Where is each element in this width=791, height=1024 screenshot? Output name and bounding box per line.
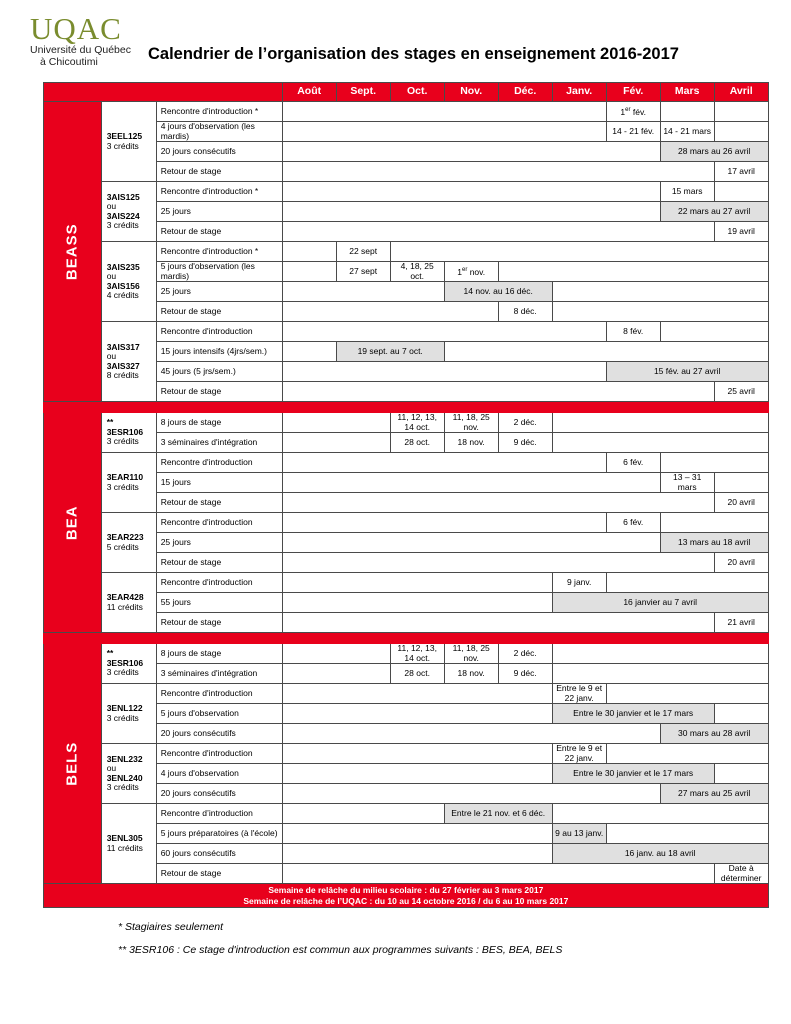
schedule-cell xyxy=(660,322,768,342)
course-or: ou xyxy=(106,763,117,773)
month-header-row xyxy=(44,83,769,102)
schedule-cell xyxy=(660,102,714,122)
page-title: Calendrier de l’organisation des stages en enseignement 2016-2017 xyxy=(148,45,679,63)
course-code: 3AIS224 xyxy=(106,210,140,221)
uqac-logo xyxy=(30,11,138,68)
course-code: ** xyxy=(106,417,114,428)
activity-label: Rencontre d'introduction xyxy=(156,513,282,533)
schedule-cell: 13 – 31 mars xyxy=(660,473,714,493)
course-cell xyxy=(101,102,156,182)
schedule-row xyxy=(44,804,769,824)
program-label xyxy=(44,413,102,633)
schedule-cell xyxy=(552,282,768,302)
activity-label: Rencontre d'introduction xyxy=(156,684,282,704)
course-or: ou xyxy=(106,271,117,281)
schedule-cell xyxy=(552,664,768,684)
schedule-cell xyxy=(282,824,552,844)
course-credits: 4 crédits xyxy=(106,290,139,300)
activity-label: 25 jours xyxy=(156,202,282,222)
month-header: Sept. xyxy=(336,83,390,102)
schedule-cell xyxy=(282,724,660,744)
schedule-cell xyxy=(282,864,714,884)
schedule-cell xyxy=(282,433,390,453)
month-header: Mars xyxy=(660,83,714,102)
schedule-cell xyxy=(282,804,444,824)
schedule-cell xyxy=(282,222,714,242)
schedule-cell: Entre le 21 nov. et 6 déc. xyxy=(444,804,552,824)
activity-label: 4 jours d'observation xyxy=(156,764,282,784)
course-credits: 3 crédits xyxy=(106,220,139,230)
schedule-cell: 11, 12, 13, 14 oct. xyxy=(390,413,444,433)
schedule-cell xyxy=(714,102,768,122)
program-name: BEASS xyxy=(63,223,81,280)
schedule-cell xyxy=(552,302,768,322)
schedule-cell: 16 janvier au 7 avril xyxy=(552,593,768,613)
separator-cell xyxy=(44,633,769,644)
schedule-cell xyxy=(606,573,768,593)
schedule-cell: 28 oct. xyxy=(390,664,444,684)
schedule-cell: 20 avril xyxy=(714,493,768,513)
course-code: 3ENL305 xyxy=(106,833,143,843)
schedule-cell xyxy=(606,684,768,704)
schedule-cell xyxy=(660,513,768,533)
relache-uqac: Semaine de relâche de l’UQAC : du 10 au 14 octobre 2016 / du 6 au 10 mars 2017 xyxy=(243,895,569,906)
schedule-row xyxy=(44,102,769,122)
course-code: 3ENL122 xyxy=(106,703,143,713)
course-cell xyxy=(101,413,156,453)
schedule-cell: 21 avril xyxy=(714,613,768,633)
course-cell xyxy=(101,322,156,402)
schedule-cell xyxy=(282,764,552,784)
schedule-cell xyxy=(282,493,714,513)
schedule-cell: 19 sept. au 7 oct. xyxy=(336,342,444,362)
schedule-cell: Entre le 30 janvier et le 17 mars xyxy=(552,764,714,784)
activity-label: Rencontre d'introduction xyxy=(156,322,282,342)
schedule-cell: 19 avril xyxy=(714,222,768,242)
schedule-cell: 2 déc. xyxy=(498,413,552,433)
schedule-cell xyxy=(282,684,552,704)
schedule-cell: 30 mars au 28 avril xyxy=(660,724,768,744)
schedule-cell xyxy=(552,433,768,453)
schedule-cell xyxy=(390,242,768,262)
schedule-cell xyxy=(714,122,768,142)
schedule-cell xyxy=(282,322,606,342)
schedule-cell xyxy=(498,262,768,282)
schedule-cell xyxy=(282,844,552,864)
course-cell xyxy=(101,242,156,322)
schedule-cell: 14 nov. au 16 déc. xyxy=(444,282,552,302)
schedule-cell xyxy=(282,704,552,724)
schedule-cell: 17 avril xyxy=(714,162,768,182)
schedule-cell: 18 nov. xyxy=(444,664,498,684)
footnote: ** 3ESR106 : Ce stage d'introduction est commun aux programmes suivants : BES, BEA, BELS xyxy=(118,944,563,956)
footer-row xyxy=(44,884,769,908)
schedule-cell: 9 déc. xyxy=(498,664,552,684)
relache-notice xyxy=(44,884,769,908)
schedule-cell xyxy=(714,182,768,202)
schedule-cell: 9 au 13 janv. xyxy=(552,824,606,844)
schedule-cell: Entre le 30 janvier et le 17 mars xyxy=(552,704,714,724)
schedule-cell xyxy=(714,473,768,493)
schedule-cell: 15 fév. au 27 avril xyxy=(606,362,768,382)
month-header: Avril xyxy=(714,83,768,102)
activity-label: Retour de stage xyxy=(156,553,282,573)
course-credits: 3 crédits xyxy=(106,712,139,723)
schedule-cell xyxy=(282,202,660,222)
activity-label: 20 jours consécutifs xyxy=(156,724,282,744)
course-code: 3AIS235 xyxy=(106,261,140,272)
course-credits: 3 crédits xyxy=(106,140,139,151)
schedule-cell: Date à déterminer xyxy=(714,864,768,884)
schedule-cell xyxy=(282,744,552,764)
month-header: Déc. xyxy=(498,83,552,102)
schedule-cell xyxy=(282,644,390,664)
schedule-cell: 16 janv. au 18 avril xyxy=(552,844,768,864)
schedule-cell xyxy=(282,302,498,322)
schedule-cell: 25 avril xyxy=(714,382,768,402)
activity-label: 60 jours consécutifs xyxy=(156,844,282,864)
month-header: Nov. xyxy=(444,83,498,102)
course-or: ou xyxy=(106,201,117,211)
course-code: 3EAR110 xyxy=(106,472,144,482)
schedule-row xyxy=(44,413,769,433)
course-cell xyxy=(101,573,156,633)
relache-school: Semaine de relâche du milieu scolaire : du 27 février au 3 mars 2017 xyxy=(268,885,544,895)
activity-label: Rencontre d'introduction * xyxy=(156,102,282,122)
activity-label: 4 jours d'observation (les mardis) xyxy=(156,122,282,142)
activity-label: 5 jours préparatoires (à l'école) xyxy=(156,824,282,844)
schedule-cell xyxy=(282,262,336,282)
schedule-cell: 28 mars au 26 avril xyxy=(660,142,768,162)
activity-label: Retour de stage xyxy=(156,864,282,884)
schedule-row xyxy=(44,242,769,262)
course-cell xyxy=(101,182,156,242)
program-name: BEA xyxy=(63,505,81,540)
activity-label: Rencontre d’introduction xyxy=(156,804,282,824)
schedule-cell xyxy=(606,744,768,764)
schedule-cell: 1er nov. xyxy=(444,262,498,282)
schedule-cell: 11, 18, 25 nov. xyxy=(444,644,498,664)
program-separator xyxy=(44,402,769,413)
logo-line-2: à Chicoutimi xyxy=(40,56,98,68)
schedule-cell xyxy=(282,664,390,684)
course-cell xyxy=(101,684,156,744)
activity-label: 15 jours intensifs (4jrs/sem.) xyxy=(156,342,282,362)
schedule-cell xyxy=(606,824,768,844)
schedule-row xyxy=(44,684,769,704)
schedule-cell: 2 déc. xyxy=(498,644,552,664)
course-credits: 8 crédits xyxy=(106,370,139,380)
course-credits: 5 crédits xyxy=(106,541,139,552)
schedule-cell: 9 déc. xyxy=(498,433,552,453)
schedule-cell: 22 sept xyxy=(336,242,390,262)
schedule-cell: 9 janv. xyxy=(552,573,606,593)
activity-label: 25 jours xyxy=(156,533,282,553)
activity-label: Retour de stage xyxy=(156,162,282,182)
activity-label: Rencontre d'introduction xyxy=(156,453,282,473)
schedule-cell xyxy=(660,453,768,473)
activity-label: 45 jours (5 jrs/sem.) xyxy=(156,362,282,382)
schedule-cell xyxy=(714,704,768,724)
schedule-cell xyxy=(282,613,714,633)
schedule-cell xyxy=(282,282,444,302)
activity-label: Retour de stage xyxy=(156,382,282,402)
footnote: * Stagiaires seulement xyxy=(118,921,224,933)
program-separator xyxy=(44,633,769,644)
activity-label: 20 jours consécutifs xyxy=(156,784,282,804)
course-cell xyxy=(101,744,156,804)
course-code: 3ESR106 xyxy=(106,426,144,437)
schedule-cell: 20 avril xyxy=(714,553,768,573)
schedule-cell xyxy=(282,162,714,182)
schedule-cell xyxy=(282,553,714,573)
course-code: 3EEL125 xyxy=(106,131,143,141)
month-header: Janv. xyxy=(552,83,606,102)
course-credits: 3 crédits xyxy=(106,481,139,492)
schedule-cell: 14 - 21 mars xyxy=(660,122,714,142)
schedule-cell xyxy=(282,182,660,202)
course-code: 3AIS125 xyxy=(106,191,140,202)
activity-label: 5 jours d'observation xyxy=(156,704,282,724)
course-credits: 3 crédits xyxy=(106,436,139,447)
schedule-row xyxy=(44,182,769,202)
schedule-cell: 6 fév. xyxy=(606,513,660,533)
activity-label: 15 jours xyxy=(156,473,282,493)
schedule-cell: 11, 18, 25 nov. xyxy=(444,413,498,433)
course-code: 3EAR223 xyxy=(106,532,144,542)
schedule-cell xyxy=(282,473,660,493)
course-or: ou xyxy=(106,351,117,361)
schedule-row xyxy=(44,644,769,664)
schedule-cell xyxy=(552,644,768,664)
program-label xyxy=(44,102,102,402)
schedule-cell: 22 mars au 27 avril xyxy=(660,202,768,222)
schedule-row xyxy=(44,513,769,533)
course-credits: 11 crédits xyxy=(106,842,143,853)
schedule-cell: Entre le 9 et 22 janv. xyxy=(552,684,606,704)
activity-label: Rencontre d'introduction * xyxy=(156,242,282,262)
activity-label: 8 jours de stage xyxy=(156,644,282,664)
activity-label: Rencontre d'introduction * xyxy=(156,182,282,202)
course-credits: 3 crédits xyxy=(106,782,139,792)
schedule-cell: 27 sept xyxy=(336,262,390,282)
activity-label: 5 jours d'observation (les mardis) xyxy=(156,262,282,282)
schedule-cell xyxy=(282,533,660,553)
schedule-cell: 14 - 21 fév. xyxy=(606,122,660,142)
schedule-cell: 4, 18, 25 oct. xyxy=(390,262,444,282)
schedule-cell: 8 déc. xyxy=(498,302,552,322)
schedule-cell xyxy=(552,413,768,433)
schedule-cell: 11, 12, 13, 14 oct. xyxy=(390,644,444,664)
activity-label: Rencontre d'introduction xyxy=(156,573,282,593)
schedule-row xyxy=(44,322,769,342)
schedule-cell: 6 fév. xyxy=(606,453,660,473)
course-code: 3AIS327 xyxy=(106,360,140,371)
schedule-cell xyxy=(282,362,606,382)
month-header: Oct. xyxy=(390,83,444,102)
schedule-cell: Entre le 9 et 22 janv. xyxy=(552,744,606,764)
course-code: ** xyxy=(106,648,114,659)
activity-label: 20 jours consécutifs xyxy=(156,142,282,162)
schedule-cell xyxy=(282,382,714,402)
activity-label: Retour de stage xyxy=(156,493,282,513)
schedule-cell xyxy=(444,342,768,362)
separator-cell xyxy=(44,402,769,413)
schedule-cell xyxy=(282,242,336,262)
internship-calendar-table xyxy=(43,82,769,908)
schedule-cell xyxy=(282,413,390,433)
schedule-cell xyxy=(282,573,552,593)
schedule-cell: 1er fév. xyxy=(606,102,660,122)
program-name: BELS xyxy=(63,741,81,786)
course-code: 3AIS156 xyxy=(106,280,140,291)
course-code: 3AIS317 xyxy=(106,341,140,352)
schedule-cell: 27 mars au 25 avril xyxy=(660,784,768,804)
activity-label: 3 séminaires d'intégration xyxy=(156,433,282,453)
schedule-cell xyxy=(282,513,606,533)
activity-label: 8 jours de stage xyxy=(156,413,282,433)
schedule-row xyxy=(44,744,769,764)
logo-line-1: Université du Québec xyxy=(30,44,131,56)
schedule-cell xyxy=(714,764,768,784)
activity-label: 3 séminaires d'intégration xyxy=(156,664,282,684)
header-blank xyxy=(44,83,283,102)
course-cell xyxy=(101,804,156,884)
schedule-cell xyxy=(282,784,660,804)
schedule-cell: 15 mars xyxy=(660,182,714,202)
schedule-cell xyxy=(282,453,606,473)
schedule-cell xyxy=(282,593,552,613)
schedule-row xyxy=(44,453,769,473)
schedule-cell xyxy=(282,342,336,362)
course-code: 3EAR428 xyxy=(106,592,144,602)
activity-label: 25 jours xyxy=(156,282,282,302)
schedule-cell xyxy=(282,142,660,162)
schedule-cell: 13 mars au 18 avril xyxy=(660,533,768,553)
schedule-cell xyxy=(552,804,768,824)
month-header: Fév. xyxy=(606,83,660,102)
course-code: 3ENL240 xyxy=(106,772,143,783)
schedule-cell: 18 nov. xyxy=(444,433,498,453)
schedule-cell xyxy=(282,122,606,142)
logo-wordmark: UQAC xyxy=(30,11,122,46)
month-header: Août xyxy=(282,83,336,102)
program-label xyxy=(44,644,102,884)
schedule-row xyxy=(44,573,769,593)
course-cell xyxy=(101,453,156,513)
course-cell xyxy=(101,644,156,684)
activity-label: Retour de stage xyxy=(156,222,282,242)
schedule-cell: 28 oct. xyxy=(390,433,444,453)
schedule-cell xyxy=(282,102,606,122)
activity-label: Retour de stage xyxy=(156,613,282,633)
course-credits: 11 crédits xyxy=(106,601,143,612)
activity-label: Rencontre d'introduction xyxy=(156,744,282,764)
course-code: 3ENL232 xyxy=(106,753,143,764)
course-code: 3ESR106 xyxy=(106,657,144,668)
activity-label: 55 jours xyxy=(156,593,282,613)
activity-label: Retour de stage xyxy=(156,302,282,322)
course-cell xyxy=(101,513,156,573)
schedule-cell: 8 fév. xyxy=(606,322,660,342)
course-credits: 3 crédits xyxy=(106,667,139,678)
